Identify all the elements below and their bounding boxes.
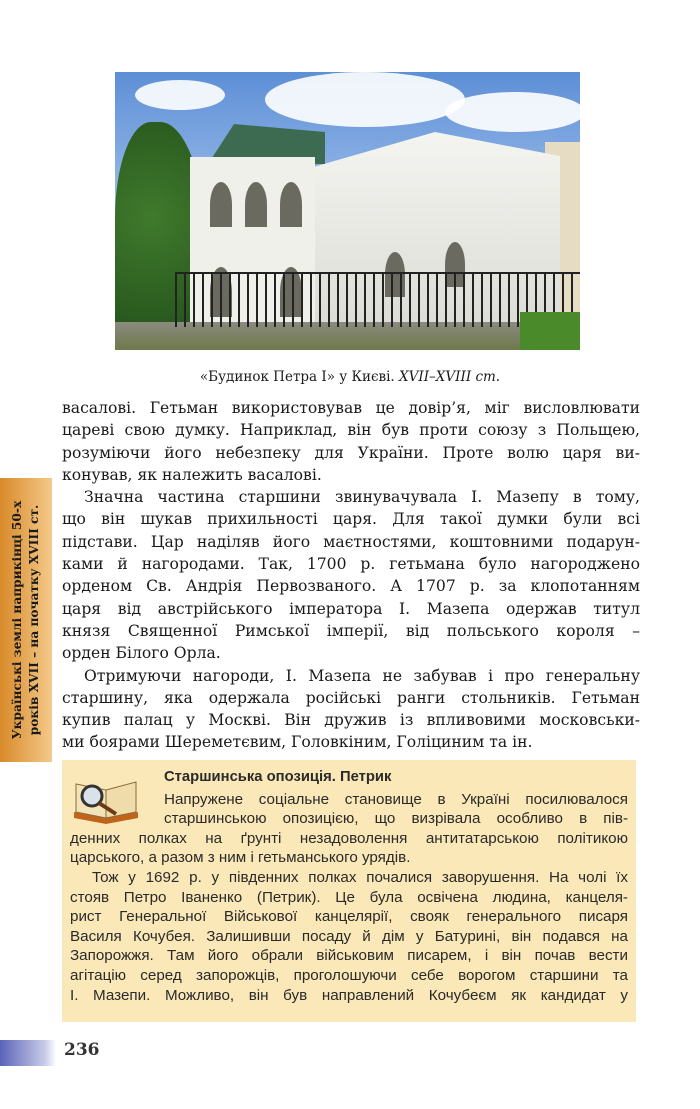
box-line: царського, а разом з ним і гетьманського урядів.	[70, 849, 411, 867]
box-line: І. Мазепи. Можливо, він був направлений Кочубеєм як кандидат у	[70, 986, 628, 1004]
text-line: ми боярами Шереметєвим, Головкіним, Голіциним та ін.	[62, 733, 533, 752]
caption-date: XVII–XVIII ст.	[399, 369, 501, 385]
text-line: підстави. Цар наділяв його маєтностями, коштовними подарун-	[62, 532, 640, 551]
page-number-bar	[0, 1040, 56, 1066]
text-line: орден Білого Орла.	[62, 644, 221, 663]
box-title: Старшинська опозиція. Петрик	[164, 769, 392, 785]
text-line: Значна частина старшини звинувачувала І. Мазепу в тому,	[84, 488, 640, 507]
text-line: орденом Св. Андрія Первозваного. А 1707 р. за клопотанням	[62, 577, 640, 596]
house-of-peter-photo	[115, 72, 580, 350]
box-line: денних полках на ґрунті незадоволення антитатарською політикою	[70, 829, 628, 847]
box-line: Тож у 1692 р. у південних полках почалися заворушення. На чолі їх	[92, 868, 628, 886]
text-line: розуміючи його небезпеку для України. Проте волю царя ви-	[62, 443, 640, 462]
text-line: васалові. Гетьман використовував це довір’я, міг висловлювати	[62, 399, 640, 417]
page-number: 236	[64, 1040, 100, 1060]
side-tab-line: Українські землі наприкінці 50-х	[10, 500, 24, 740]
text-line: конував, як належить васалові.	[62, 465, 322, 484]
text-line: старшину, яка одержала російські ранги стольників. Гетьман	[62, 688, 640, 707]
info-box	[62, 760, 636, 1022]
text-line: купив палац у Москві. Він дружив із впливовими московськи-	[62, 711, 640, 730]
side-tab-line: років XVII – на початку XVIII ст.	[27, 504, 41, 736]
text-line: Отримуючи нагороди, І. Мазепа не забував і про генеральну	[84, 666, 640, 685]
caption-text: «Будинок Петра I» у Києві.	[199, 369, 400, 385]
box-line: Напружене соціальне становище в Україні посилювалося	[164, 790, 628, 808]
text-line: князя Священної Римської імперії, від польського короля –	[62, 621, 640, 640]
body-text	[62, 397, 640, 754]
box-line: стояв Петро Іваненко (Петрик). Це була освічена людина, канцеля-	[70, 888, 628, 906]
text-line: що він шукав прихильності царя. Для такої думки були всі	[62, 510, 640, 529]
box-line: агітацію серед запорожців, проголошуючи себе ворогом старшини та	[70, 966, 628, 984]
chapter-side-tab	[0, 478, 52, 762]
text-line: ками й нагородами. Так, 1700 р. гетьмана було нагороджено	[62, 555, 640, 574]
text-line: царя від австрійського імператора І. Мазепа одержав титул	[62, 599, 640, 618]
box-line: Запорожжя. Там його обрали військовим писарем, і він почав вести	[70, 947, 628, 965]
text-line: цареві свою думку. Наприклад, він був проти союзу з Польщею,	[62, 421, 640, 440]
box-line: Василя Кочубея. Залишивши посаду й дім у Батурині, він подався на	[70, 927, 628, 945]
box-line: рист Генеральної Військової канцелярії, свояк генерального писаря	[70, 908, 628, 926]
book-magnifier-icon	[70, 774, 142, 824]
figure-caption	[0, 369, 700, 385]
box-line: старшинською опозицією, що визрівала особливо в пів-	[164, 810, 628, 828]
